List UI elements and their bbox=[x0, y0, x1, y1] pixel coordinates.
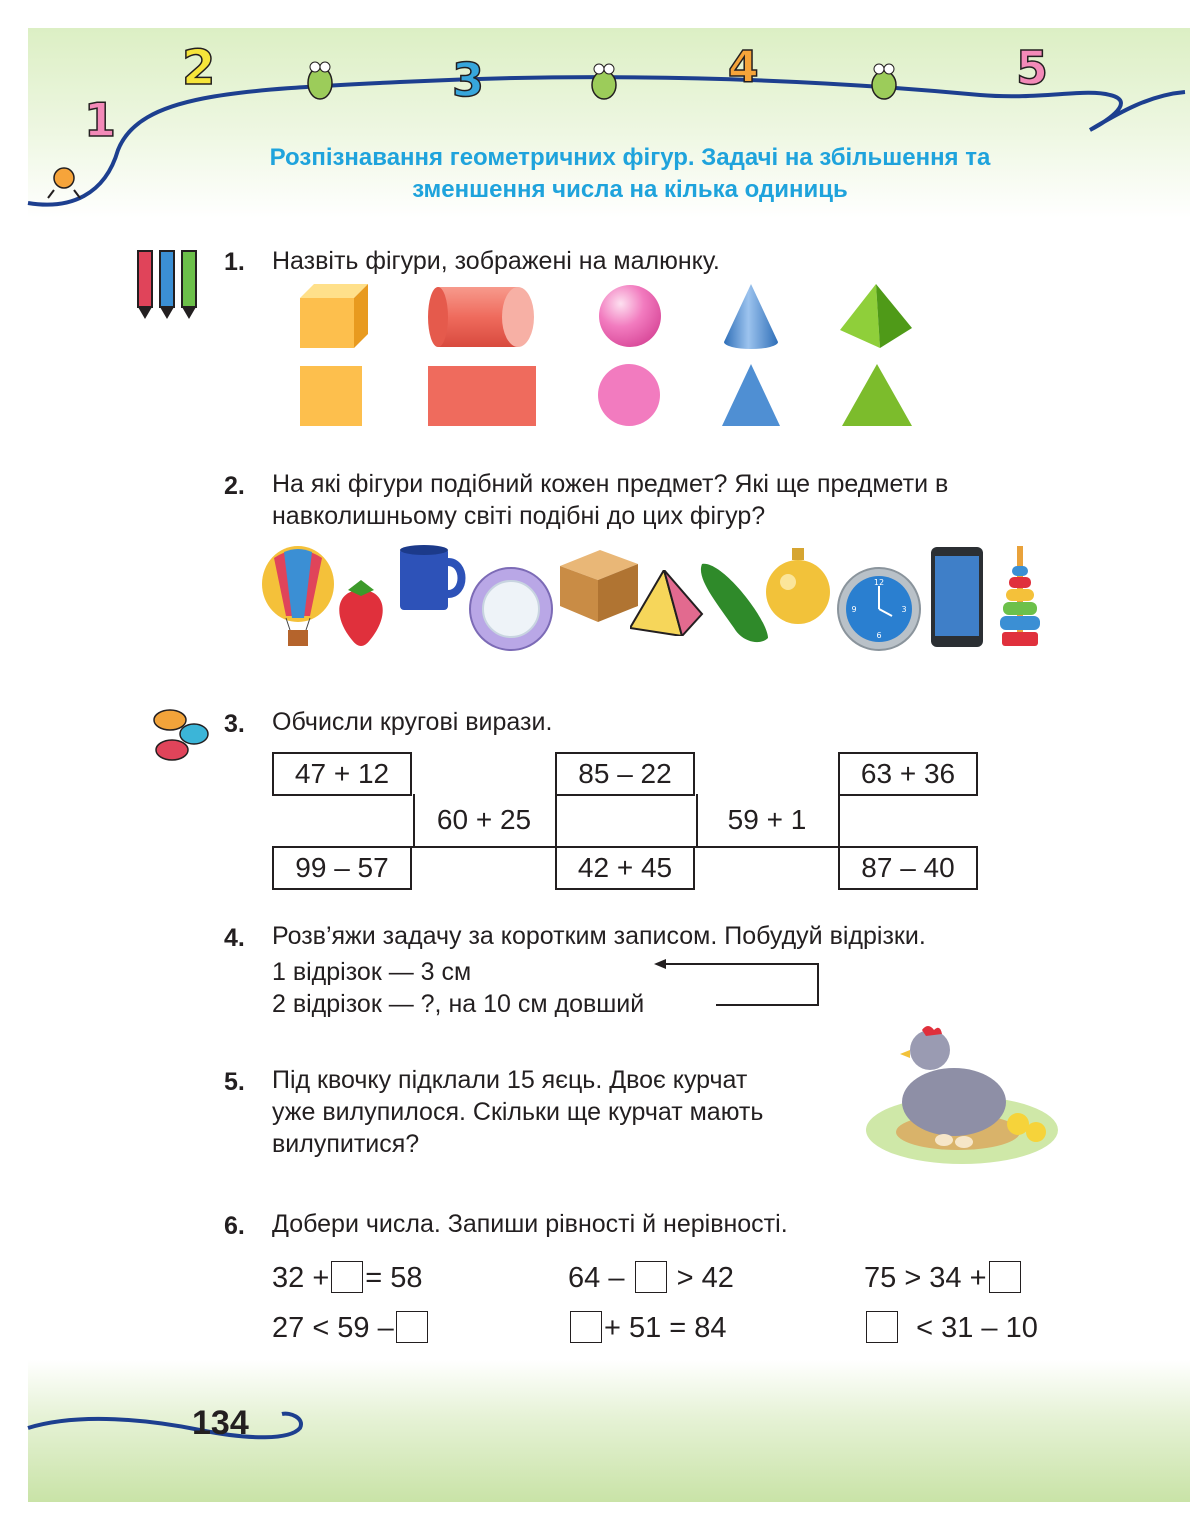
expr-cell: 85 – 22 bbox=[555, 752, 695, 796]
task-5-text-line1: Під квочку підклали 15 яєць. Двоє курчат bbox=[272, 1066, 748, 1094]
expr-cell: 47 + 12 bbox=[272, 752, 412, 796]
expr-cell: 87 – 40 bbox=[838, 846, 978, 890]
fish-circle-icon bbox=[148, 706, 214, 764]
task-2-text-line1: На які фігури подібний кожен предмет? Які ще предмети в bbox=[272, 470, 949, 498]
task-1-number: 1. bbox=[224, 248, 245, 276]
task-3-text: Обчисли кругові вирази. bbox=[272, 708, 553, 736]
ineq-part: > 42 bbox=[676, 1262, 734, 1294]
clock-number-6: 6 bbox=[876, 631, 882, 640]
christmas-ornament-icon bbox=[764, 548, 832, 630]
digit-two-glyph: 2 bbox=[182, 40, 216, 92]
ineq-part: 64 – bbox=[568, 1262, 625, 1294]
smartphone-icon bbox=[930, 546, 984, 648]
digit-three-glyph: 3 bbox=[452, 53, 485, 104]
digit-one-character-icon bbox=[70, 88, 120, 148]
digit-five-glyph: 5 bbox=[1016, 41, 1049, 92]
clock-number-12: 12 bbox=[873, 578, 885, 587]
green-triangle-shape bbox=[842, 364, 912, 426]
cube-icon bbox=[300, 284, 370, 348]
answer-box[interactable] bbox=[635, 1261, 667, 1293]
ineq-part: 32 + bbox=[272, 1262, 330, 1294]
box-icon bbox=[560, 548, 640, 624]
digit-five-character-icon bbox=[1010, 38, 1060, 92]
cone-icon bbox=[722, 284, 780, 350]
frog-character-icon-2 bbox=[584, 55, 624, 105]
expr-cell: 99 – 57 bbox=[272, 846, 412, 890]
ineq-part: 75 > 34 + bbox=[864, 1262, 987, 1294]
task-1-text: Назвіть фігури, зображені на малюнку. bbox=[272, 247, 720, 275]
cucumber-icon bbox=[694, 556, 774, 648]
mug-icon bbox=[396, 544, 468, 616]
digit-three-character-icon bbox=[446, 50, 496, 104]
table-line bbox=[413, 794, 415, 848]
strawberry-icon bbox=[330, 578, 392, 648]
task-5-text-line2: уже вилупилося. Скільки ще курчат мають bbox=[272, 1098, 764, 1126]
digit-four-character-icon bbox=[722, 38, 772, 92]
answer-box[interactable] bbox=[570, 1311, 602, 1343]
task-6-number: 6. bbox=[224, 1212, 245, 1240]
task-5-text-line3: вилупитися? bbox=[272, 1130, 420, 1158]
answer-box[interactable] bbox=[331, 1261, 363, 1293]
task-2-number: 2. bbox=[224, 472, 245, 500]
clock-icon bbox=[836, 566, 922, 652]
clock-number-9: 9 bbox=[851, 605, 857, 614]
inequality-r1c3 bbox=[864, 1260, 1023, 1296]
sphere-icon bbox=[598, 284, 662, 348]
frog-character-icon bbox=[300, 55, 340, 105]
answer-box[interactable] bbox=[866, 1311, 898, 1343]
task-2-text-line2: навколишньому світі подібні до цих фігур? bbox=[272, 502, 766, 530]
answer-box[interactable] bbox=[989, 1261, 1021, 1293]
page-title bbox=[150, 142, 1110, 206]
expr-cell: 59 + 1 bbox=[727, 804, 807, 835]
table-line bbox=[838, 794, 840, 848]
rectangle-shape bbox=[428, 366, 536, 426]
hot-air-balloon-icon bbox=[260, 546, 340, 650]
answer-box[interactable] bbox=[396, 1311, 428, 1343]
inequality-r1c2 bbox=[568, 1260, 734, 1296]
digit-two-character-icon bbox=[176, 38, 228, 92]
expr-cell: 60 + 25 bbox=[436, 804, 532, 835]
circle-shape bbox=[598, 364, 660, 426]
pyramid-icon bbox=[840, 284, 912, 350]
digit-four-glyph: 4 bbox=[728, 42, 759, 92]
blue-triangle-shape bbox=[722, 364, 780, 426]
ineq-part: = 58 bbox=[365, 1262, 423, 1294]
digit-one-glyph: 1 bbox=[84, 93, 117, 147]
hen-illustration-icon bbox=[864, 1020, 1060, 1164]
cylinder-icon bbox=[428, 286, 538, 348]
task-4-text: Розв’яжи задачу за коротким записом. Побудуй відрізки. bbox=[272, 922, 926, 950]
ineq-part: + 51 = 84 bbox=[604, 1312, 727, 1344]
expr-cell: 63 + 36 bbox=[838, 752, 978, 796]
ineq-part: 27 < 59 – bbox=[272, 1312, 394, 1344]
inequality-r1c1 bbox=[272, 1260, 423, 1296]
page-title-line2: зменшення числа на кілька одиниць bbox=[412, 176, 848, 203]
inequality-r2c3 bbox=[864, 1310, 1038, 1346]
task-4-line2: 2 відрізок — ?, на 10 см довший bbox=[272, 990, 645, 1018]
relation-arrow-icon bbox=[650, 954, 826, 1010]
table-line bbox=[412, 846, 840, 848]
clock-number-3: 3 bbox=[901, 605, 907, 614]
inequality-r2c1 bbox=[272, 1310, 430, 1346]
inequality-r2c2 bbox=[568, 1310, 727, 1346]
pyramid-puzzle-icon bbox=[630, 570, 704, 636]
pencils-icon bbox=[130, 245, 206, 321]
page-number: 134 bbox=[192, 1404, 249, 1442]
expr-cell: 42 + 45 bbox=[555, 846, 695, 890]
task-4-number: 4. bbox=[224, 924, 245, 952]
ineq-part: < 31 – 10 bbox=[916, 1312, 1038, 1344]
task-4-line1: 1 відрізок — 3 см bbox=[272, 958, 472, 986]
table-line bbox=[555, 794, 557, 848]
task-5-number: 5. bbox=[224, 1068, 245, 1096]
task-6-text: Добери числа. Запиши рівності й нерівності. bbox=[272, 1210, 788, 1238]
table-line bbox=[696, 794, 698, 848]
task-3-number: 3. bbox=[224, 710, 245, 738]
square-shape bbox=[300, 366, 362, 426]
toy-pyramid-icon bbox=[994, 544, 1046, 650]
plate-icon bbox=[468, 566, 554, 652]
page-title-line1: Розпізнавання геометричних фігур. Задачі на збільшення та bbox=[269, 144, 991, 171]
frog-character-icon-3 bbox=[864, 55, 904, 105]
running-character-icon bbox=[44, 160, 84, 200]
